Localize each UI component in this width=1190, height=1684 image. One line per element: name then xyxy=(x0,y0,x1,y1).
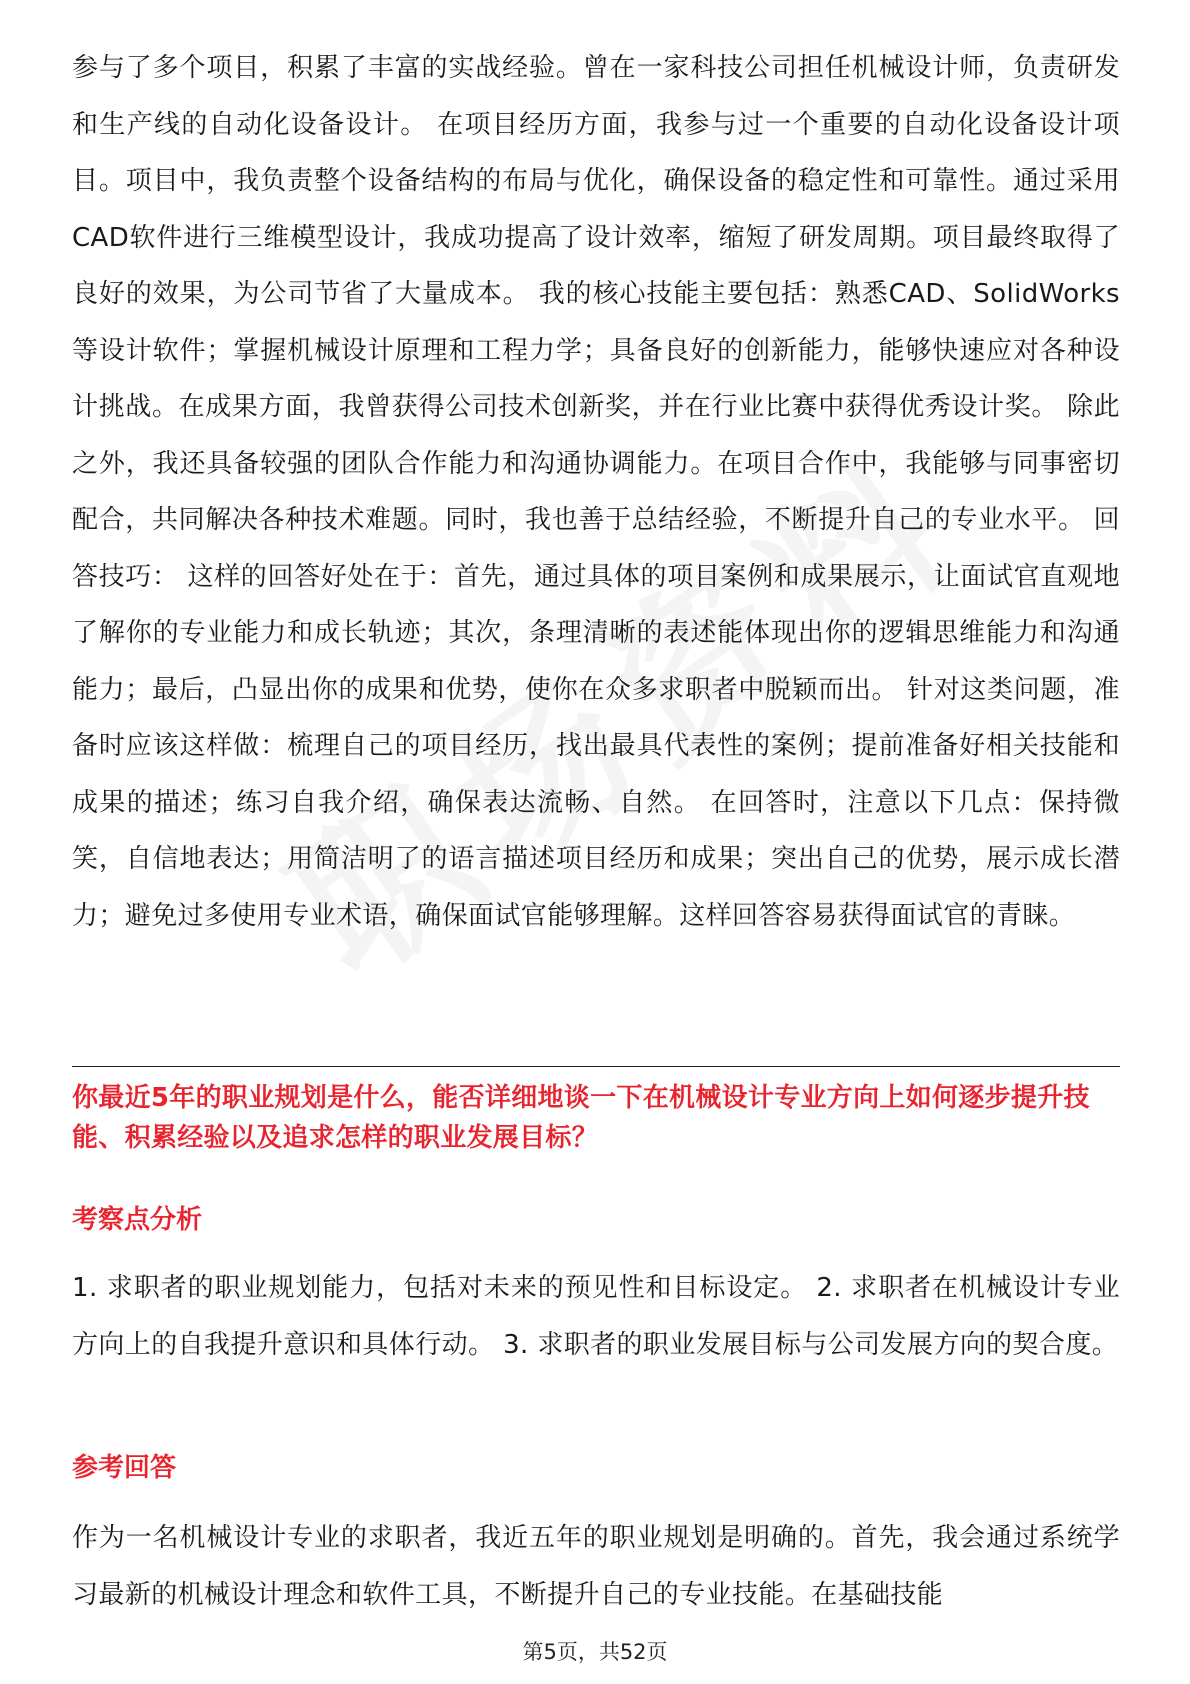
answer-heading: 参考回答 xyxy=(72,1453,177,1483)
answer-paragraph: 作为一名机械设计专业的求职者，我近五年的职业规划是明确的。首先，我会通过系统学习最新的机械设计理念和软件工具，不断提升自己的专业技能。在基础技能 xyxy=(72,1523,1120,1610)
analysis-section xyxy=(72,1260,1120,1373)
intro-paragraph: 参与了多个项目，积累了丰富的实战经验。曾在一家科技公司担任机械设计师，负责研发和生产线的自动化设备设计。 在项目经历方面，我参与过一个重要的自动化设备设计项目。项目中，我负责整个设备结构的布局与优化，确保设备的稳定性和可靠性。通过采用CAD软件进行三维模型设计，我成功提高了设计效率，缩短了研发周期。项目最终取得了良好的效果，为公司节省了大量成本。 我的核心技能主要包括：熟悉CAD、SolidWorks等设计软件；掌握机械设计原理和工程力学；具备良好的创新能力，能够快速应对各种设计挑战。在成果方面，我曾获得公司技术创新奖，并在行业比赛中获得优秀设计奖。 除此之外，我还具备较强的团队合作能力和沟通协调能力。在项目合作中，我能够与同事密切配合，共同解决各种技术难题。同时，我也善于总结经验，不断提升自己的专业水平。 回答技巧： 这样的回答好处在于：首先，通过具体的项目案例和成果展示，让面试官直观地了解你的专业能力和成长轨迹；其次，条理清晰的表述能体现出你的逻辑思维能力和沟通能力；最后，凸显出你的成果和优势，使你在众多求职者中脱颖而出。 针对这类问题，准备时应该这样做：梳理自己的项目经历，找出最具代表性的案例；提前准备好相关技能和成果的描述；练习自我介绍，确保表达流畅、自然。 在回答时，注意以下几点：保持微笑，自信地表达；用简洁明了的语言描述项目经历和成果；突出自己的优势，展示成长潜力；避免过多使用专业术语，确保面试官能够理解。这样回答容易获得面试官的青睐。 xyxy=(72,53,1120,931)
analysis-paragraph: 1. 求职者的职业规划能力，包括对未来的预见性和目标设定。 2. 求职者在机械设计专业方向上的自我提升意识和具体行动。 3. 求职者的职业发展目标与公司发展方向的契合度。 xyxy=(72,1273,1120,1360)
page-content xyxy=(72,40,1120,944)
answer-section xyxy=(72,1510,1120,1623)
analysis-heading: 考察点分析 xyxy=(72,1205,203,1235)
section-divider xyxy=(72,1066,1120,1067)
page-number-footer: 第5页，共52页 xyxy=(522,1640,668,1664)
interview-question: 你最近5年的职业规划是什么，能否详细地谈一下在机械设计专业方向上如何逐步提升技能、积累经验以及追求怎样的职业发展目标？ xyxy=(72,1083,1090,1153)
